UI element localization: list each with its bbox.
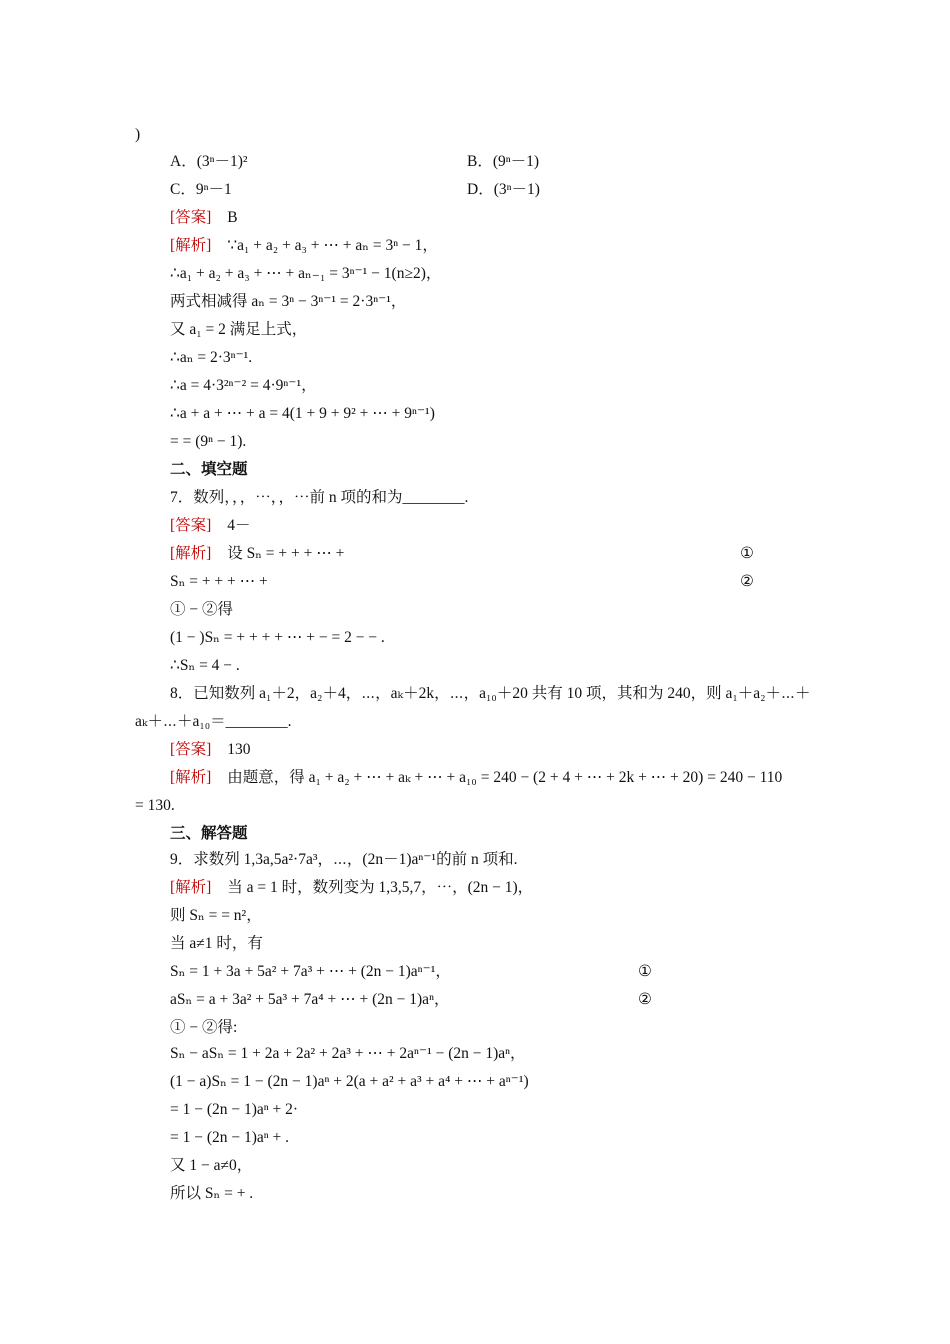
answer-row <box>170 208 238 228</box>
equation-marker: ② <box>740 573 754 590</box>
math-line: aSₙ = a + 3a² + 5a³ + 7a⁴ + ⋯ + (2n − 1)aⁿ， <box>170 991 450 1008</box>
math-line: = = (9ⁿ − 1). <box>170 433 247 450</box>
math-line: 所以 Sₙ = + . <box>170 1185 254 1202</box>
math-line: Sₙ = 1 + 3a + 5a² + 7a³ + ⋯ + (2n − 1)aⁿ⁻¹， <box>170 963 451 980</box>
math-line: = 130. <box>135 797 175 814</box>
math-line: 当 a≠1 时，有 <box>170 935 263 952</box>
math-line: (1 − )Sₙ = + + + + ⋯ + − = 2 − − . <box>170 629 385 646</box>
analysis-text: ∵a₁ + a₂ + a₃ + ⋯ + aₙ = 3ⁿ − 1， <box>227 237 438 254</box>
analysis-tag: [解析] <box>170 769 212 786</box>
analysis-text: 当 a = 1 时，数列变为 1,3,5,7，⋯，(2n − 1)， <box>227 879 534 896</box>
option-a: A．(3ⁿ－1)² <box>170 153 248 170</box>
analysis-tag: [解析] <box>170 545 212 562</box>
equation-marker: ① <box>638 963 652 980</box>
answer-value: B <box>227 209 238 226</box>
question-8: 8．已知数列 a₁＋2，a₂＋4，⋯，aₖ＋2k，⋯，a₁₀＋20 共有 10 项，其和为 240，则 a₁＋a₂＋⋯＋ <box>170 685 811 702</box>
question-9: 9．求数列 1,3a,5a²·7a³，⋯，(2n－1)aⁿ⁻¹的前 n 项和. <box>170 851 518 868</box>
math-line: 又 a₁ = 2 满足上式， <box>170 321 308 338</box>
question-7: 7．数列，，，⋯，，⋯前 n 项的和为________. <box>170 489 469 506</box>
math-line: Sₙ − aSₙ = 1 + 2a + 2a² + 2a³ + ⋯ + 2aⁿ⁻¹ − (2n − 1)aⁿ， <box>170 1045 526 1062</box>
answer-row <box>170 740 250 760</box>
math-line: 两式相减得 aₙ = 3ⁿ − 3ⁿ⁻¹ = 2·3ⁿ⁻¹， <box>170 293 407 310</box>
math-line: 又 1 − a≠0， <box>170 1157 253 1174</box>
math-line: ∴aₙ = 2·3ⁿ⁻¹. <box>170 349 253 366</box>
math-line: ∴a + a + ⋯ + a = 4(1 + 9 + 9² + ⋯ + 9ⁿ⁻¹) <box>170 405 435 422</box>
math-line: 则 Sₙ = = n²， <box>170 907 262 924</box>
math-line: ∴a₁ + a₂ + a₃ + ⋯ + aₙ₋₁ = 3ⁿ⁻¹ − 1(n≥2)， <box>170 265 442 282</box>
answer-value: 4－ <box>227 517 251 534</box>
analysis-tag: [解析] <box>170 879 212 896</box>
analysis-row <box>170 236 438 256</box>
option-d: D．(3ⁿ－1) <box>467 181 540 198</box>
analysis-row <box>170 878 533 898</box>
math-line: = 1 − (2n − 1)aⁿ + . <box>170 1129 290 1146</box>
answer-row <box>170 516 250 536</box>
equation-marker: ② <box>638 991 652 1008</box>
question-8-cont: aₖ＋⋯＋a₁₀＝________. <box>135 713 292 730</box>
answer-tag: [答案] <box>170 741 212 758</box>
option-c: C．9ⁿ－1 <box>170 181 232 198</box>
option-b: B．(9ⁿ－1) <box>467 153 540 170</box>
analysis-text: 设 Sₙ = + + + ⋯ + <box>227 545 345 562</box>
equation-marker: ① <box>740 545 754 562</box>
math-line: ∴a = 4·3²ⁿ⁻² = 4·9ⁿ⁻¹， <box>170 377 317 394</box>
analysis-row <box>170 768 782 788</box>
text-line: ) <box>135 126 141 143</box>
analysis-text: 由题意，得 a₁ + a₂ + ⋯ + aₖ + ⋯ + a₁₀ = 240 − (2 + 4 + ⋯ + 2k + ⋯ + 20) = 240 − 110 <box>227 769 783 786</box>
section-heading: 二、填空题 <box>170 461 248 478</box>
analysis-row <box>170 544 344 564</box>
math-line: ① − ②得: <box>170 1019 238 1036</box>
math-line: Sₙ = + + + ⋯ + <box>170 573 268 590</box>
math-line: = 1 − (2n − 1)aⁿ + 2· <box>170 1101 299 1118</box>
math-line: ∴Sₙ = 4 − . <box>170 657 240 674</box>
math-line: ① − ②得 <box>170 601 233 618</box>
answer-tag: [答案] <box>170 209 212 226</box>
answer-value: 130 <box>227 741 251 758</box>
answer-tag: [答案] <box>170 517 212 534</box>
analysis-tag: [解析] <box>170 237 212 254</box>
math-line: (1 − a)Sₙ = 1 − (2n − 1)aⁿ + 2(a + a² + a³ + a⁴ + ⋯ + aⁿ⁻¹) <box>170 1073 529 1090</box>
section-heading: 三、解答题 <box>170 825 248 842</box>
